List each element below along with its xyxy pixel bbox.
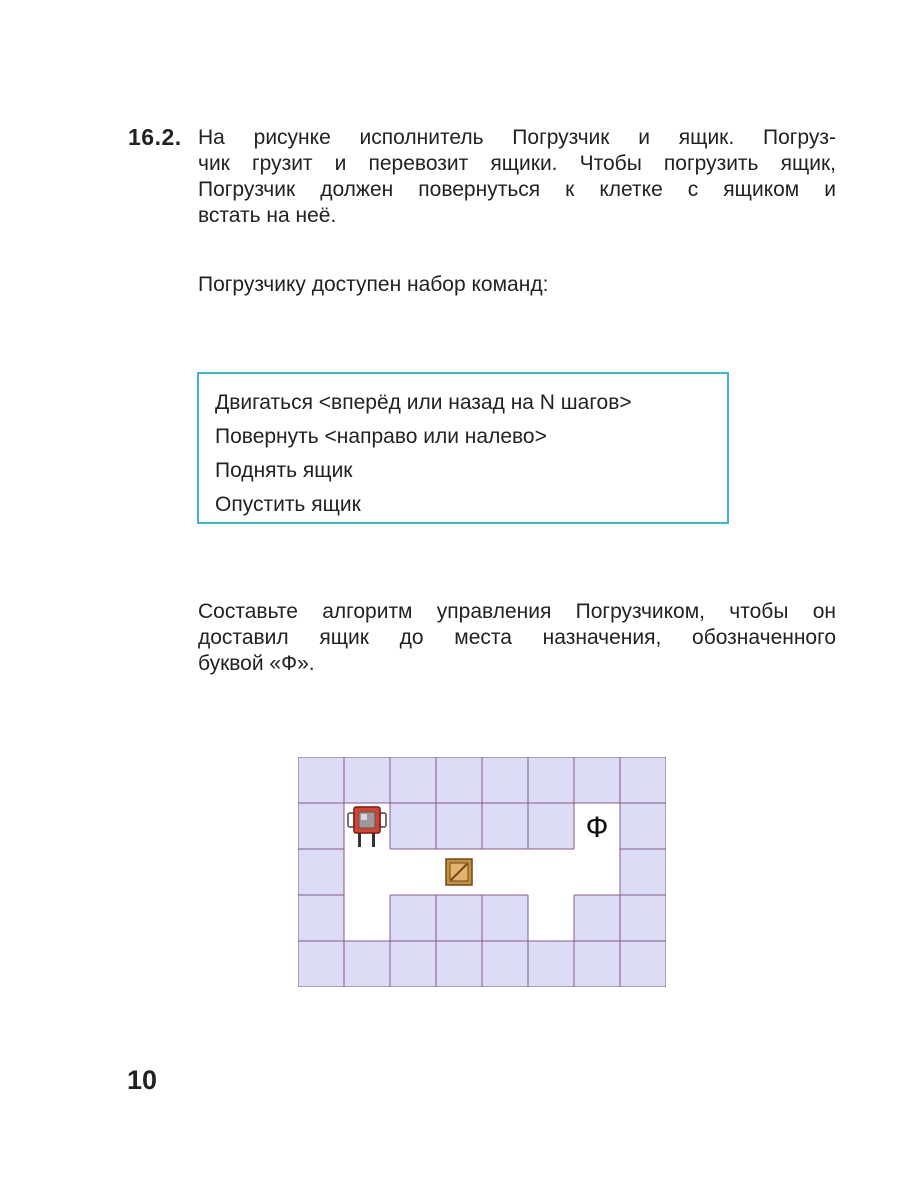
wall-cell: [482, 803, 528, 849]
wall-cell: [482, 757, 528, 803]
wall-cell: [482, 941, 528, 987]
open-cell: [574, 849, 620, 895]
command-lift: Поднять ящик: [215, 459, 353, 482]
commands-intro-text: Погрузчику доступен набор команд:: [198, 273, 549, 296]
wall-cell: [298, 895, 344, 941]
wall-cell: [436, 895, 482, 941]
page-number: 10: [127, 1065, 158, 1095]
target-label: Ф: [585, 811, 609, 844]
wall-cell: [390, 803, 436, 849]
wall-cell: [528, 803, 574, 849]
open-cell: [344, 895, 390, 941]
wall-cell: [620, 849, 666, 895]
wall-cell: [620, 941, 666, 987]
wall-cell: [620, 803, 666, 849]
wall-cell: [620, 757, 666, 803]
assignment-line: буквой «Ф».: [198, 652, 315, 675]
intro-line: На рисунке исполнитель Погрузчик и ящик. Погруз-: [198, 126, 836, 149]
commands-intro: [198, 272, 836, 298]
wall-cell: [436, 757, 482, 803]
wall-cell: [528, 757, 574, 803]
wall-cell: [436, 803, 482, 849]
open-cell: [344, 849, 390, 895]
task-number: 16.2.: [128, 124, 182, 150]
open-cell: [390, 849, 436, 895]
command-turn: Повернуть <направо или налево>: [215, 425, 547, 448]
command-box: [197, 372, 729, 524]
wall-cell: [298, 941, 344, 987]
wall-cell: [574, 941, 620, 987]
open-cell: [528, 849, 574, 895]
wall-cell: [298, 803, 344, 849]
command-move: Двигаться <вперёд или назад на N шагов>: [215, 391, 632, 414]
wall-cell: [298, 849, 344, 895]
intro-line: встать на неё.: [198, 204, 337, 227]
wall-cell: [390, 895, 436, 941]
open-cell: [482, 849, 528, 895]
wall-cell: [528, 941, 574, 987]
assignment-line: доставил ящик до места назначения, обозначенного: [198, 626, 836, 649]
intro-line: чик грузит и перевозит ящики. Чтобы погрузить ящик,: [198, 152, 836, 175]
wall-cell: [574, 757, 620, 803]
box-icon: [446, 859, 472, 885]
wall-cell: [436, 941, 482, 987]
wall-cell: [298, 757, 344, 803]
command-drop: Опустить ящик: [215, 493, 361, 516]
command-list: [215, 386, 632, 522]
loader-field: [298, 757, 666, 987]
wall-cell: [620, 895, 666, 941]
task-intro: [198, 125, 836, 229]
intro-line: Погрузчик должен повернуться к клетке с ящиком и: [198, 178, 836, 201]
wall-cell: [390, 941, 436, 987]
wall-cell: [344, 757, 390, 803]
open-cell: [528, 895, 574, 941]
wall-cell: [390, 757, 436, 803]
wall-cell: [574, 895, 620, 941]
assignment-line: Составьте алгоритм управления Погрузчиком, чтобы он: [198, 600, 836, 623]
assignment-text: [198, 599, 836, 677]
wall-cell: [344, 941, 390, 987]
wall-cell: [482, 895, 528, 941]
